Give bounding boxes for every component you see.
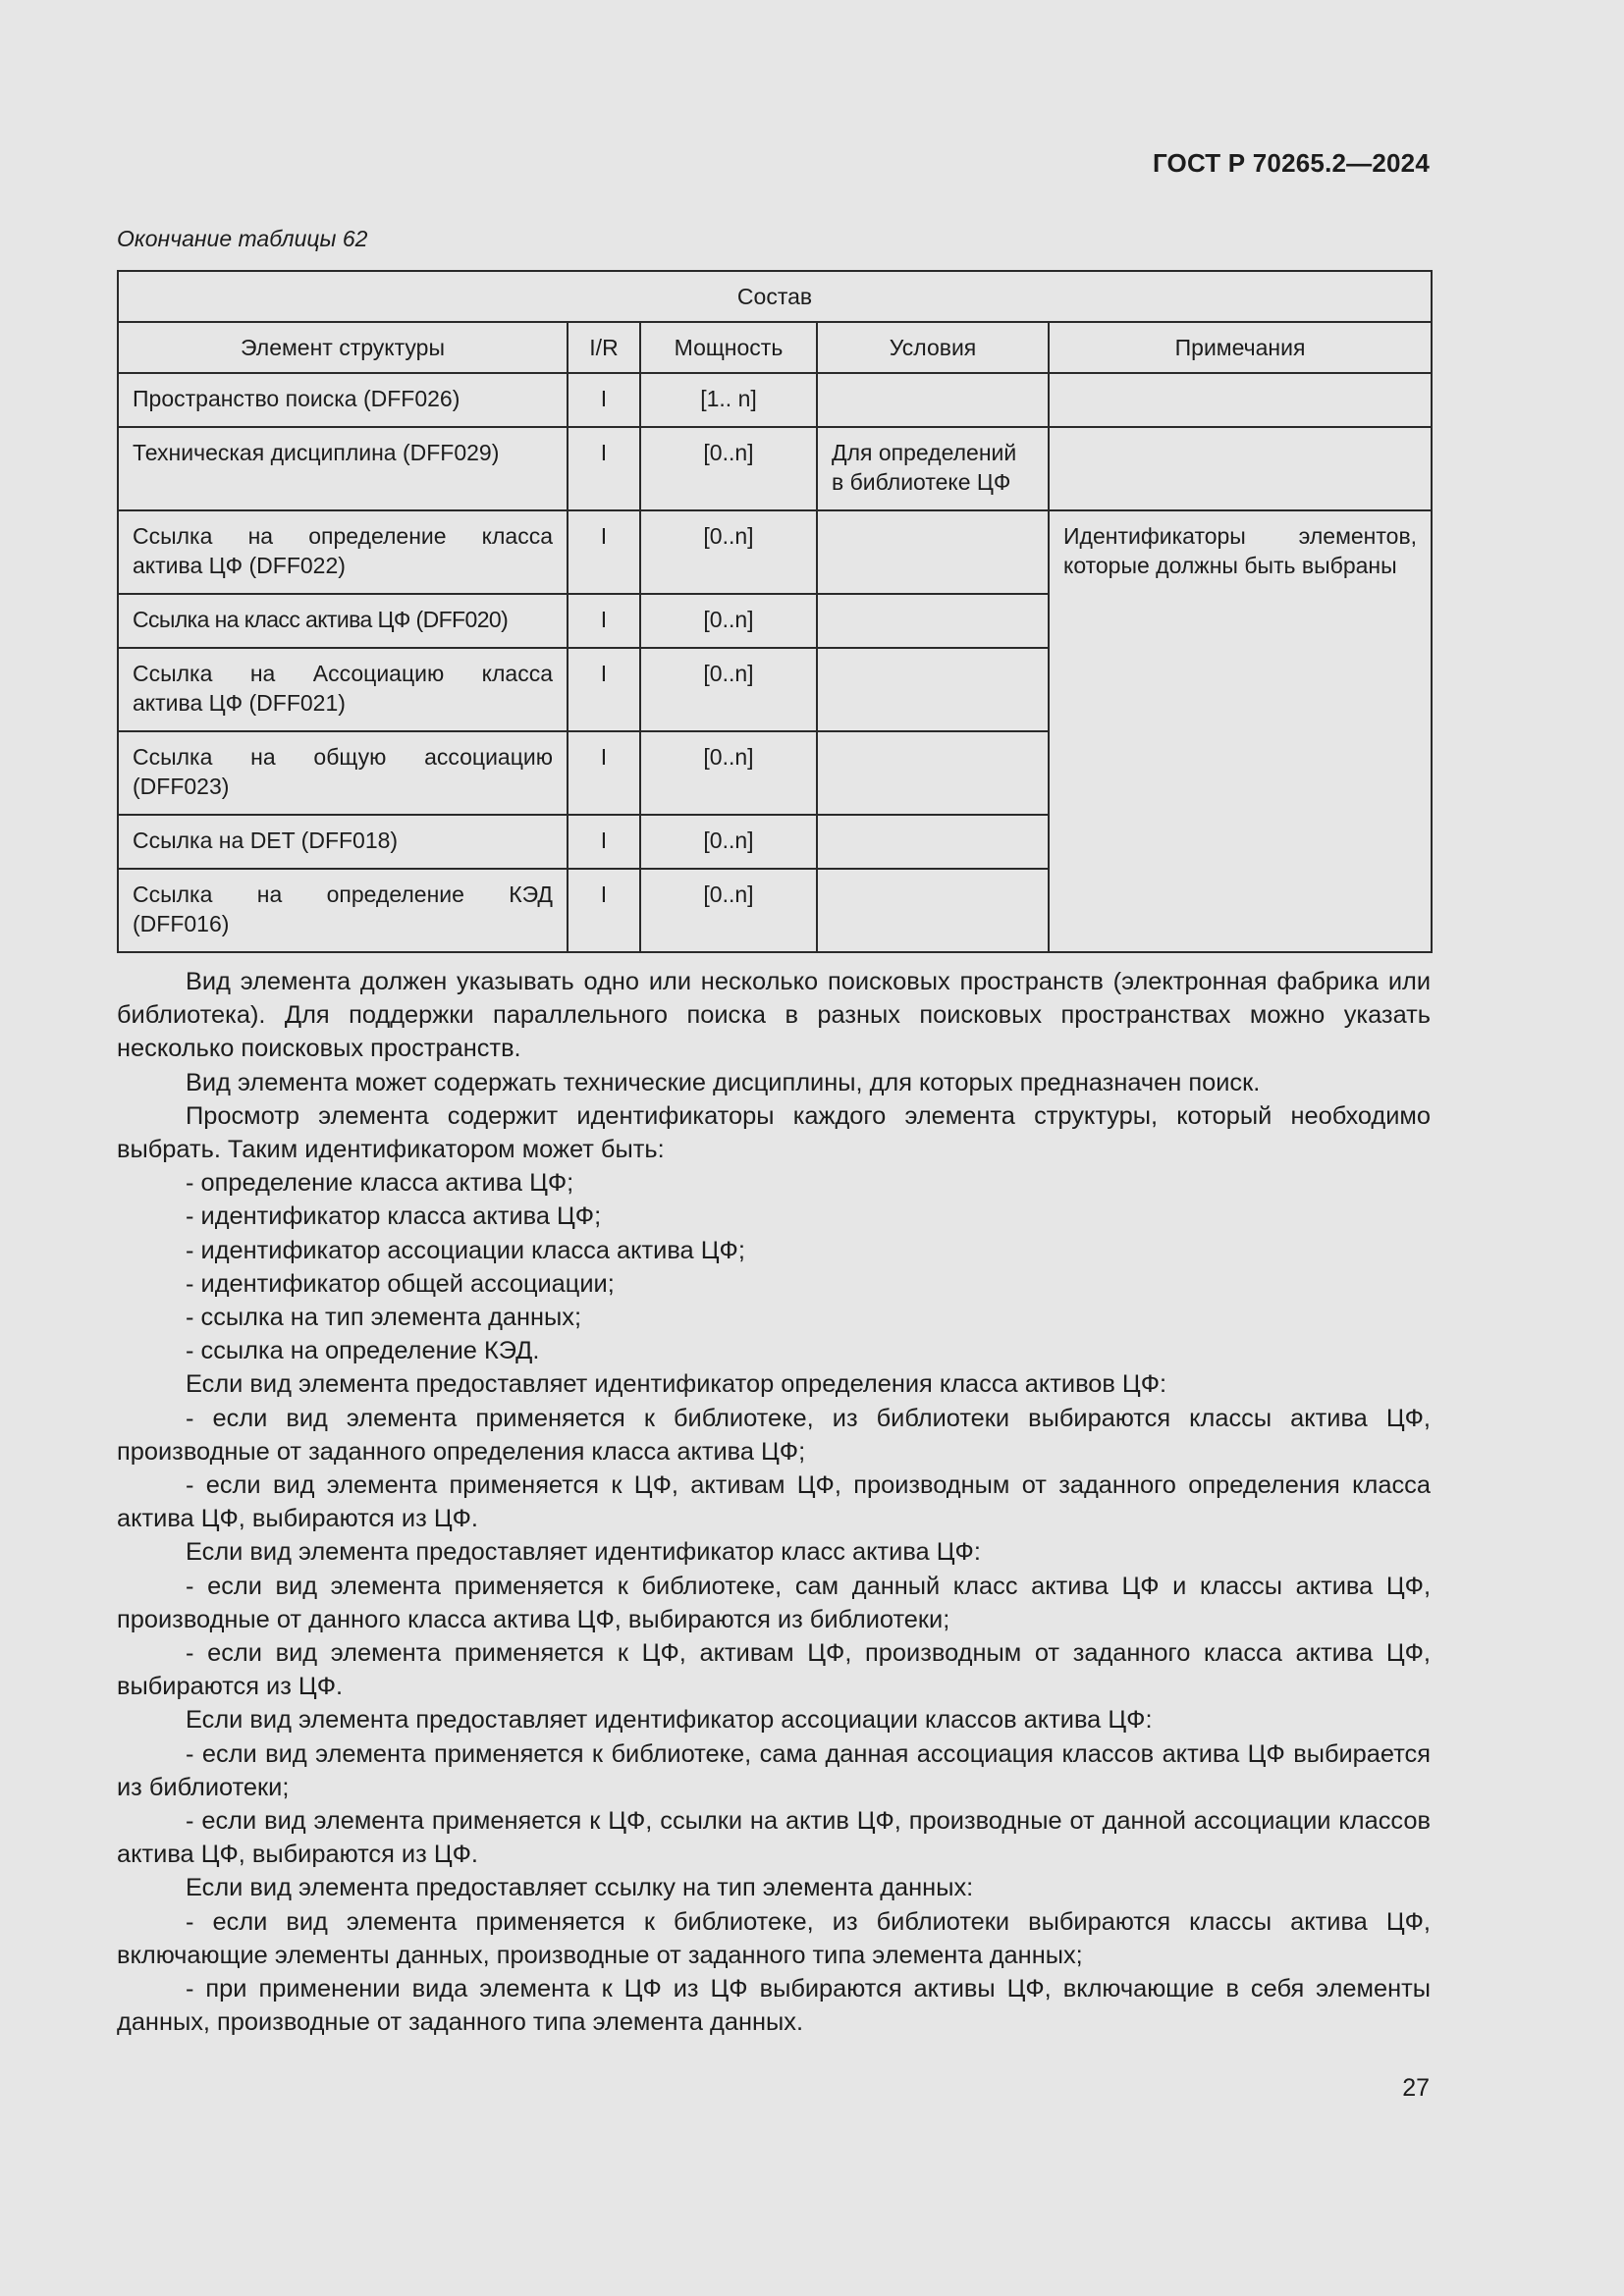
cell-notes <box>1049 373 1432 427</box>
cell-element-line: Ссылка на определение класса <box>133 523 553 549</box>
cell-cardinality: [0..n] <box>640 815 817 869</box>
cell-conditions <box>817 373 1049 427</box>
list-item: - идентификатор общей ассоциации; <box>186 1269 615 1298</box>
cell-element: Техническая дисциплина (DFF029) <box>118 427 568 510</box>
cell-conditions: Для определений в библиотеке ЦФ <box>817 427 1049 510</box>
cell-cardinality: [0..n] <box>640 648 817 731</box>
paragraph: Если вид элемента предоставляет идентификатор определения класса активов ЦФ: <box>186 1370 1167 1399</box>
cell-element-line: Ссылка на общую ассоциацию <box>133 744 553 770</box>
cell-ir: I <box>568 510 640 594</box>
table-caption: Окончание таблицы 62 <box>117 226 368 251</box>
paragraph: Если вид элемента предоставляет идентификатор ассоциации классов актива ЦФ: <box>186 1706 1153 1735</box>
list-item: - если вид элемента применяется к ЦФ, активам ЦФ, производным от заданного определения класса актива ЦФ, выбираются из ЦФ. <box>117 1471 1431 1533</box>
cell-element-line: Ссылка на Ассоциацию класса <box>133 661 553 686</box>
cell-cardinality: [0..n] <box>640 731 817 815</box>
cell-ir: I <box>568 869 640 952</box>
column-header-cardinality: Мощность <box>640 322 817 373</box>
paragraph: Если вид элемента предоставляет ссылку на тип элемента данных: <box>186 1874 974 1902</box>
list-item: - идентификатор класса актива ЦФ; <box>186 1202 602 1231</box>
list-item: - ссылка на тип элемента данных; <box>186 1304 582 1332</box>
cell-cardinality: [0..n] <box>640 594 817 648</box>
cell-notes-merged <box>1049 510 1432 952</box>
paragraph: Если вид элемента предоставляет идентификатор класс актива ЦФ: <box>186 1538 981 1567</box>
cell-element-line: актива ЦФ (DFF021) <box>133 690 346 716</box>
cell-element-line: актива ЦФ (DFF022) <box>133 553 346 578</box>
cell-conditions <box>817 731 1049 815</box>
list-item: - если вид элемента применяется к библиотеке, сама данная ассоциация классов актива ЦФ выбирается из библиотеки; <box>117 1739 1431 1801</box>
cell-conditions <box>817 510 1049 594</box>
table-row <box>118 373 1432 427</box>
cell-element <box>118 869 568 952</box>
cell-cardinality: [0..n] <box>640 869 817 952</box>
paragraph: Вид элемента должен указывать одно или несколько поисковых пространств (электронная фабрика или библиотека). Для поддержки параллельного поиска в разных поисковых пространствах можно указать несколько поисковых пространств. <box>117 968 1431 1063</box>
body-text <box>117 965 1431 2040</box>
paragraph: Вид элемента может содержать технические дисциплины, для которых предназначен поиск. <box>186 1068 1261 1096</box>
list-item: - если вид элемента применяется к библиотеке, из библиотеки выбираются классы актива ЦФ, включающие элементы данных, производные от заданного типа элемента данных; <box>117 1907 1431 1969</box>
cell-ir: I <box>568 373 640 427</box>
table-row <box>118 427 1432 510</box>
column-header-element: Элемент структуры <box>118 322 568 373</box>
cell-conditions <box>817 594 1049 648</box>
cell-element-line: (DFF016) <box>133 911 230 936</box>
list-item: - если вид элемента применяется к ЦФ, активам ЦФ, производным от заданного класса актива ЦФ, выбираются из ЦФ. <box>117 1639 1431 1701</box>
cell-cardinality: [0..n] <box>640 510 817 594</box>
cell-element <box>118 731 568 815</box>
column-header-notes: Примечания <box>1049 322 1432 373</box>
cell-ir: I <box>568 594 640 648</box>
cell-conditions <box>817 648 1049 731</box>
list-item: - при применении вида элемента к ЦФ из ЦФ выбираются активы ЦФ, включающие в себя элементы данных, производные от заданного типа элемента данных. <box>117 1975 1431 2037</box>
list-item: - ссылка на определение КЭД. <box>186 1337 540 1365</box>
page-number: 27 <box>1402 2074 1430 2102</box>
note-line: Идентификаторы элементов, <box>1063 523 1418 549</box>
table-row <box>118 510 1432 594</box>
note-line: которые должны быть выбраны <box>1063 553 1397 578</box>
cell-cardinality: [0..n] <box>640 427 817 510</box>
list-item: - если вид элемента применяется к библиотеке, из библиотеки выбираются классы актива ЦФ, производные от заданного определения класса актива ЦФ; <box>117 1404 1431 1466</box>
cell-element <box>118 648 568 731</box>
paragraph: Просмотр элемента содержит идентификаторы каждого элемента структуры, который необходимо выбрать. Таким идентификатором может быть: <box>117 1101 1431 1164</box>
column-header-ir: I/R <box>568 322 640 373</box>
cell-element-line: Ссылка на определение КЭД <box>133 881 553 907</box>
cell-element-line: (DFF023) <box>133 774 230 799</box>
list-item: - если вид элемента применяется к ЦФ, ссылки на актив ЦФ, производные от данной ассоциации классов актива ЦФ, выбираются из ЦФ. <box>117 1807 1431 1869</box>
cell-element <box>118 510 568 594</box>
cell-conditions <box>817 869 1049 952</box>
cell-conditions <box>817 815 1049 869</box>
cell-ir: I <box>568 815 640 869</box>
standard-designation: ГОСТ Р 70265.2—2024 <box>1152 148 1430 178</box>
list-item: - идентификатор ассоциации класса актива ЦФ; <box>186 1236 745 1264</box>
table-group-header: Состав <box>118 271 1432 322</box>
composition-table <box>117 270 1433 953</box>
cell-notes <box>1049 427 1432 510</box>
cell-element: Пространство поиска (DFF026) <box>118 373 568 427</box>
list-item: - определение класса актива ЦФ; <box>186 1169 574 1198</box>
cell-element: Ссылка на класс актива ЦФ (DFF020) <box>118 594 568 648</box>
cell-ir: I <box>568 427 640 510</box>
cell-ir: I <box>568 731 640 815</box>
cell-cardinality: [1.. n] <box>640 373 817 427</box>
list-item: - если вид элемента применяется к библиотеке, сам данный класс актива ЦФ и классы актива ЦФ, производные от данного класса актива ЦФ, выбираются из библиотеки; <box>117 1572 1431 1633</box>
cell-ir: I <box>568 648 640 731</box>
column-header-conditions: Условия <box>817 322 1049 373</box>
cell-element: Ссылка на DET (DFF018) <box>118 815 568 869</box>
